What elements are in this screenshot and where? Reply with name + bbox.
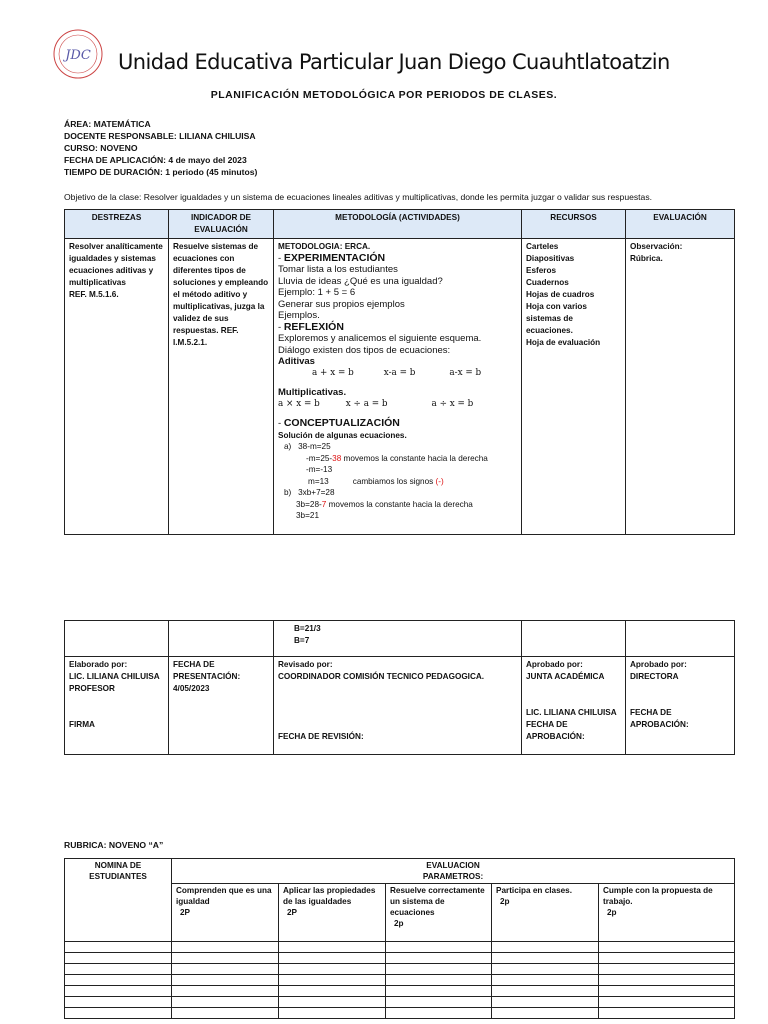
header-recursos: RECURSOS	[522, 210, 626, 239]
aprobado-junta-cell	[522, 657, 626, 755]
recurso-item: Hojas de cuadros	[526, 290, 595, 299]
highlight: 38	[332, 453, 342, 463]
aditivas-heading: Aditivas	[278, 356, 315, 367]
meth-line: METODOLOGIA: ERCA.	[278, 242, 371, 251]
elaborado-cell	[65, 657, 169, 755]
aprobado-label: Aprobado por:	[526, 660, 583, 669]
recurso-item: Diapositivas	[526, 254, 575, 263]
header-indicador: INDICADOR DE EVALUACIÓN	[169, 210, 274, 239]
elaborado-label: Elaborado por:	[69, 660, 128, 669]
elaborado-role: PROFESOR	[69, 684, 115, 693]
example-step: B=7	[294, 636, 310, 645]
recurso-item: Hoja con varios sistemas de ecuaciones.	[526, 302, 587, 335]
step: -m=25-	[306, 453, 333, 463]
label: a)	[284, 442, 292, 451]
table-row	[65, 1008, 735, 1019]
rubric-title: RUBRICA: NOVENO “A”	[64, 840, 164, 850]
param-points: 2p	[394, 919, 404, 928]
dash: -	[278, 418, 284, 429]
recursos-cell	[522, 239, 626, 535]
aprobado-directora-cell	[626, 657, 735, 755]
example-b	[278, 487, 517, 499]
aditivas-equations	[278, 368, 517, 380]
destrezas-ref: REF. M.5.1.6.	[69, 290, 119, 299]
param-label: Resuelve correctamente un sistema de ecuaciones	[390, 886, 485, 917]
info-block	[64, 118, 257, 178]
empty-cell	[522, 621, 626, 657]
table-row	[65, 986, 735, 997]
example-step	[278, 499, 517, 511]
meth-line: Tomar lista a los estudiantes	[278, 264, 398, 275]
parametros-label: PARAMETROS:	[422, 872, 484, 881]
param-label: Cumple con la propuesta de trabajo.	[603, 886, 713, 906]
highlight: (-)	[435, 476, 444, 486]
example-a	[278, 441, 517, 453]
meth-line: Ejemplo: 1 + 5 = 6	[278, 287, 356, 298]
table-row	[65, 975, 735, 986]
example-step: 3b=21	[296, 511, 319, 520]
label: b)	[284, 488, 292, 497]
aprobado-label: Aprobado por:	[630, 660, 687, 669]
nomina-header: NOMINA DE ESTUDIANTES	[65, 859, 172, 942]
param-points: 2p	[500, 897, 510, 906]
destrezas-cell	[65, 239, 169, 535]
equation: a + x = b	[312, 367, 354, 378]
example-step	[278, 476, 517, 488]
evaluacion-header	[172, 859, 735, 884]
param-cell	[492, 884, 599, 942]
meth-conceptualizacion	[278, 418, 517, 430]
fecha-revision-label: FECHA DE REVISIÓN:	[278, 732, 364, 741]
exp-heading: EXPERIMENTACIÓN	[283, 251, 386, 264]
ref-heading: REFLEXIÓN	[283, 320, 344, 333]
step: 3b=28-	[296, 499, 322, 509]
fecha-aprobacion-label: FECHA DE APROBACIÓN:	[630, 708, 689, 729]
param-label: Participa en clases.	[496, 886, 573, 895]
step-note: cambiamos los signos	[352, 476, 436, 486]
step-note: movemos la constante hacia la derecha	[341, 453, 488, 463]
empty-cell	[626, 621, 735, 657]
aprobado-name: JUNTA ACADÉMICA	[526, 672, 605, 681]
table-row	[65, 942, 735, 953]
meth-line: Solución de algunas ecuaciones.	[278, 430, 407, 440]
info-fecha: FECHA DE APLICACIÓN: 4 de mayo del 2023	[64, 155, 247, 165]
recurso-item: Carteles	[526, 242, 559, 251]
equation: a-x = b	[449, 367, 482, 378]
plan-header-row	[65, 210, 735, 239]
meth-line: Diálogo existen dos tipos de ecuaciones:	[278, 344, 451, 356]
plan-content-row	[65, 239, 735, 535]
plan-table	[64, 209, 735, 535]
recurso-item: Cuadernos	[526, 278, 569, 287]
recurso-item: Hoja de evaluación	[526, 338, 601, 347]
evaluacion-label: EVALUACION	[426, 861, 480, 870]
revisado-name: COORDINADOR COMISIÓN TECNICO PEDAGOGICA.	[278, 672, 485, 681]
continuation-cell	[274, 621, 522, 657]
empty-cell	[169, 621, 274, 657]
indicador-cell: Resuelve sistemas de ecuaciones con diferentes tipos de soluciones y empleando el método aditivo y multiplicativas, juzga la validez de sus respuestas. REF. I.M.5.2.1.	[169, 239, 274, 535]
multiplicativas-heading: Multiplicativas.	[278, 387, 347, 398]
signature-row	[65, 657, 735, 755]
info-tiempo: TIEMPO DE DURACIÓN: 1 periodo (45 minutos)	[64, 167, 258, 177]
equation: x ÷ a = b	[345, 398, 388, 409]
param-label: Comprenden que es una igualdad	[176, 886, 272, 906]
param-cell	[599, 884, 735, 942]
evaluacion-item: Observación:	[630, 242, 683, 251]
meth-experimentacion	[278, 253, 517, 265]
fecha-presentacion-cell	[169, 657, 274, 755]
meth-line: Generar sus propios ejemplos	[278, 298, 405, 310]
fecha-presentacion-label: FECHA DE PRESENTACIÓN:	[173, 660, 241, 681]
table-row	[65, 953, 735, 964]
multiplicativas-equations	[278, 399, 517, 411]
step-note: movemos la constante hacia la derecha	[326, 499, 473, 509]
header-evaluacion: EVALUACIÓN	[626, 210, 735, 239]
info-area: ÁREA: MATEMÁTICA	[64, 119, 151, 129]
header-metodologia: METODOLOGÍA (ACTIVIDADES)	[274, 210, 522, 239]
revisado-label: Revisado por:	[278, 660, 333, 669]
con-heading: CONCEPTUALIZACIÓN	[283, 417, 400, 429]
equation: a ÷ x = b	[431, 398, 474, 409]
equation: a × x = b	[278, 398, 320, 409]
step: 3xb+7=28	[298, 488, 335, 497]
example-step	[278, 453, 517, 465]
dash: -	[278, 252, 284, 264]
param-points: 2p	[607, 908, 617, 917]
class-objective: Objetivo de la clase: Resolver igualdades y un sistema de ecuaciones lineales aditivas y multiplicativas, donde les permita juzgar o validar sus respuestas.	[64, 192, 653, 202]
approval-table	[64, 620, 735, 755]
table-row	[65, 997, 735, 1008]
continuation-row	[65, 621, 735, 657]
info-curso: CURSO: NOVENO	[64, 143, 138, 153]
rubric-table	[64, 858, 735, 1019]
example-step: B=21/3	[294, 624, 321, 633]
aprobado-signer: LIC. LILIANA CHILUISA	[526, 708, 617, 717]
empty-cell	[65, 621, 169, 657]
recurso-item: Esferos	[526, 266, 557, 275]
header-destrezas: DESTREZAS	[65, 210, 169, 239]
document-subtitle: PLANIFICACIÓN METODOLÓGICA POR PERIODOS DE CLASES.	[210, 89, 558, 101]
meth-line: Ejemplos.	[278, 310, 320, 321]
equation: x-a = b	[383, 367, 416, 378]
meth-reflexion	[278, 322, 517, 334]
evaluacion-item: Rúbrica.	[630, 254, 663, 263]
rubric-header-row	[65, 859, 735, 884]
param-cell	[386, 884, 492, 942]
step: m=13	[308, 476, 329, 486]
revisado-cell	[274, 657, 522, 755]
fecha-aprobacion-label: FECHA DE APROBACIÓN:	[526, 720, 585, 741]
metodologia-cell	[274, 239, 522, 535]
example-step: -m=-13	[306, 465, 333, 474]
school-logo	[52, 28, 104, 80]
fecha-presentacion-value: 4/05/2023	[173, 684, 210, 693]
param-cell	[279, 884, 386, 942]
aprobado-name: DIRECTORA	[630, 672, 679, 681]
step: 38-m=25	[298, 442, 331, 451]
meth-line: Lluvia de ideas ¿Qué es una igualdad?	[278, 275, 443, 287]
param-cell	[172, 884, 279, 942]
param-points: 2P	[287, 908, 298, 917]
destrezas-text: Resolver analíticamente igualdades y sistemas ecuaciones aditivas y multiplicativas	[69, 242, 163, 287]
meth-line: Exploremos y analicemos el siguiente esquema.	[278, 333, 482, 344]
evaluacion-cell	[626, 239, 735, 535]
dash: -	[278, 321, 284, 333]
firma-label: FIRMA	[69, 720, 95, 729]
highlight: 7	[321, 499, 327, 509]
svg-text:JDC: JDC	[65, 48, 91, 63]
school-name: Unidad Educativa Particular Juan Diego Cuauhtlatoatzin	[118, 50, 670, 74]
param-points: 2P	[180, 908, 191, 917]
param-label: Aplicar las propiedades de las igualdades	[283, 886, 376, 906]
table-row	[65, 964, 735, 975]
info-docente: DOCENTE RESPONSABLE: LILIANA CHILUISA	[64, 131, 256, 141]
elaborado-name: LIC. LILIANA CHILUISA	[69, 672, 160, 681]
